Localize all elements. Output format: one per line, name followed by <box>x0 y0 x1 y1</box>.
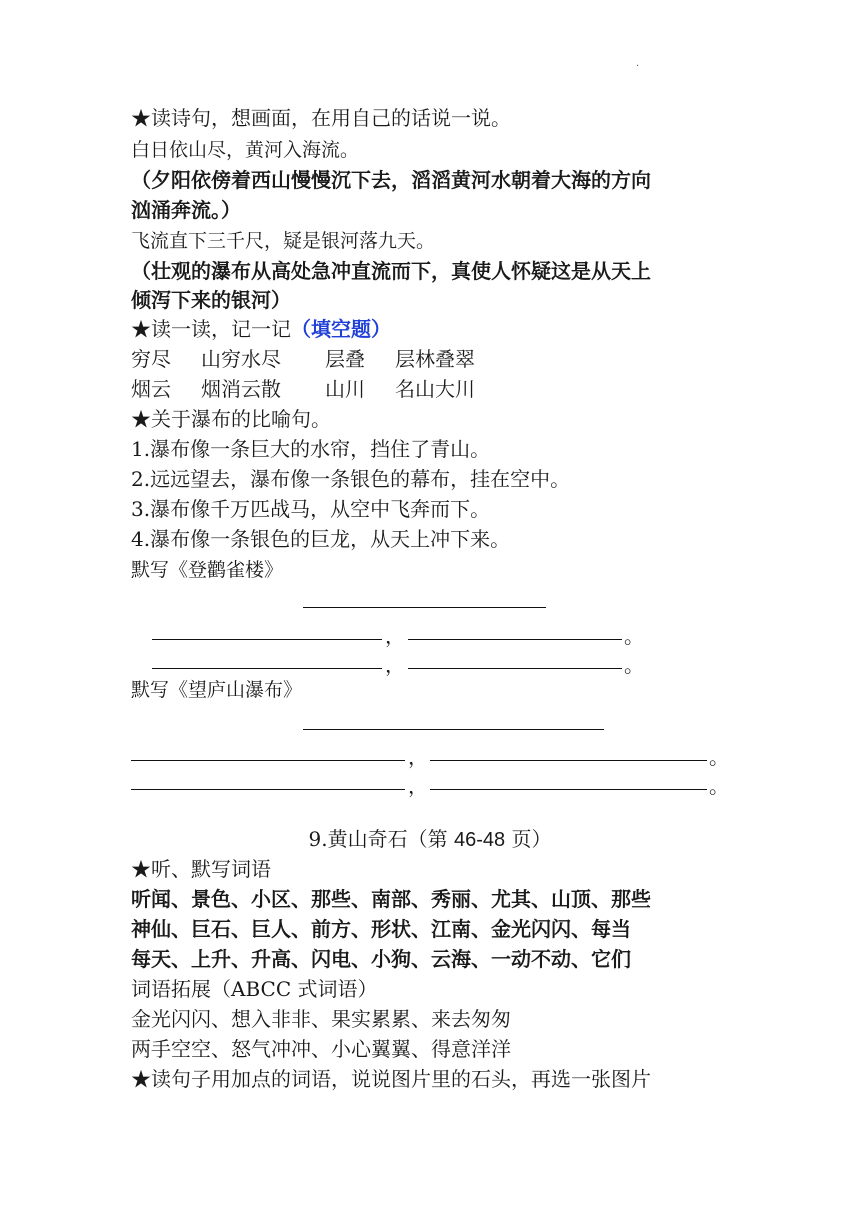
period: 。 <box>624 624 644 648</box>
expand-line-2: 两手空空、怒气冲冲、小心翼翼、得意洋洋 <box>131 1037 511 1061</box>
period: 。 <box>709 745 729 769</box>
word-row-1 <box>131 345 475 374</box>
word: 穷尽 <box>131 347 171 371</box>
poem-explanation-1b: 汹涌奔流。） <box>131 198 241 222</box>
expand-line-1: 金光闪闪、想入非非、果实累累、来去匆匆 <box>131 1007 511 1031</box>
lesson-title <box>0 825 860 855</box>
fill-blank-tag: （填空题） <box>291 317 391 341</box>
simile-heading: ★关于瀑布的比喻句。 <box>131 407 331 431</box>
page-mark: . <box>636 58 640 69</box>
idiom: 名山大川 <box>395 377 475 401</box>
poem-explanation-1a: （夕阳依傍着西山慢慢沉下去，滔滔黄河水朝着大海的方向 <box>131 168 651 192</box>
answer-blank[interactable] <box>408 668 622 669</box>
poem-task-heading: ★读诗句，想画面，在用自己的话说一说。 <box>131 106 511 130</box>
answer-blank[interactable] <box>152 639 382 640</box>
answer-blank[interactable] <box>152 668 382 669</box>
expand-heading: 词语拓展（ABCC 式词语） <box>131 977 378 1001</box>
period: 。 <box>624 653 644 677</box>
vocab-line-2: 神仙、巨石、巨人、前方、形状、江南、金光闪闪、每当 <box>131 917 631 941</box>
word: 烟云 <box>131 377 171 401</box>
comma: ， <box>408 774 428 798</box>
comma: ， <box>385 653 405 677</box>
simile-item: 2.远远望去，瀑布像一条银色的幕布，挂在空中。 <box>131 467 571 491</box>
simile-item: 4.瀑布像一条银色的巨龙，从天上冲下来。 <box>131 527 511 551</box>
dictation-2-heading: 默写《望庐山瀑布》 <box>131 679 303 701</box>
poem-explanation-2a: （壮观的瀑布从高处急冲直流而下，真使人怀疑这是从天上 <box>131 259 651 283</box>
comma: ， <box>408 745 428 769</box>
idiom: 层林叠翠 <box>395 347 475 371</box>
answer-blank[interactable] <box>408 639 622 640</box>
read-task-heading-text: ★读一读，记一记 <box>131 317 291 341</box>
simile-item: 1.瀑布像一条巨大的水帘，挡住了青山。 <box>131 437 491 461</box>
answer-blank[interactable] <box>131 789 405 790</box>
idiom: 山穷水尽 <box>201 347 281 371</box>
simile-item: 3.瀑布像千万匹战马，从空中飞奔而下。 <box>131 497 491 521</box>
word: 山川 <box>325 377 365 401</box>
vocab-line-1: 听闻、景色、小区、那些、南部、秀丽、尤其、山顶、那些 <box>131 887 651 911</box>
last-task: ★读句子用加点的词语，说说图片里的石头，再选一张图片 <box>131 1067 651 1091</box>
lesson-title-suffix: 页） <box>505 827 552 851</box>
dictation-1-heading: 默写《登鹳雀楼》 <box>131 559 284 581</box>
vocab-line-3: 每天、上升、升高、闪电、小狗、云海、一动不动、它们 <box>131 947 631 971</box>
answer-blank[interactable] <box>430 760 707 761</box>
lesson-title-text: 9.黄山奇石（第 <box>308 827 454 851</box>
poem-line-2: 飞流直下三千尺，疑是银河落九天。 <box>131 230 436 252</box>
idiom: 烟消云散 <box>201 377 281 401</box>
title-blank-1[interactable] <box>303 607 546 608</box>
word-row-2 <box>131 375 475 404</box>
comma: ， <box>385 624 405 648</box>
poem-line-1: 白日依山尽，黄河入海流。 <box>131 139 360 161</box>
answer-blank[interactable] <box>131 760 405 761</box>
poem-explanation-2b: 倾泻下来的银河） <box>131 288 291 312</box>
lesson-pages: 46-48 <box>453 829 506 851</box>
period: 。 <box>709 774 729 798</box>
read-task-heading <box>131 315 391 344</box>
answer-blank[interactable] <box>430 789 707 790</box>
word: 层叠 <box>325 347 365 371</box>
title-blank-2[interactable] <box>303 729 604 730</box>
listen-heading: ★听、默写词语 <box>131 857 271 881</box>
